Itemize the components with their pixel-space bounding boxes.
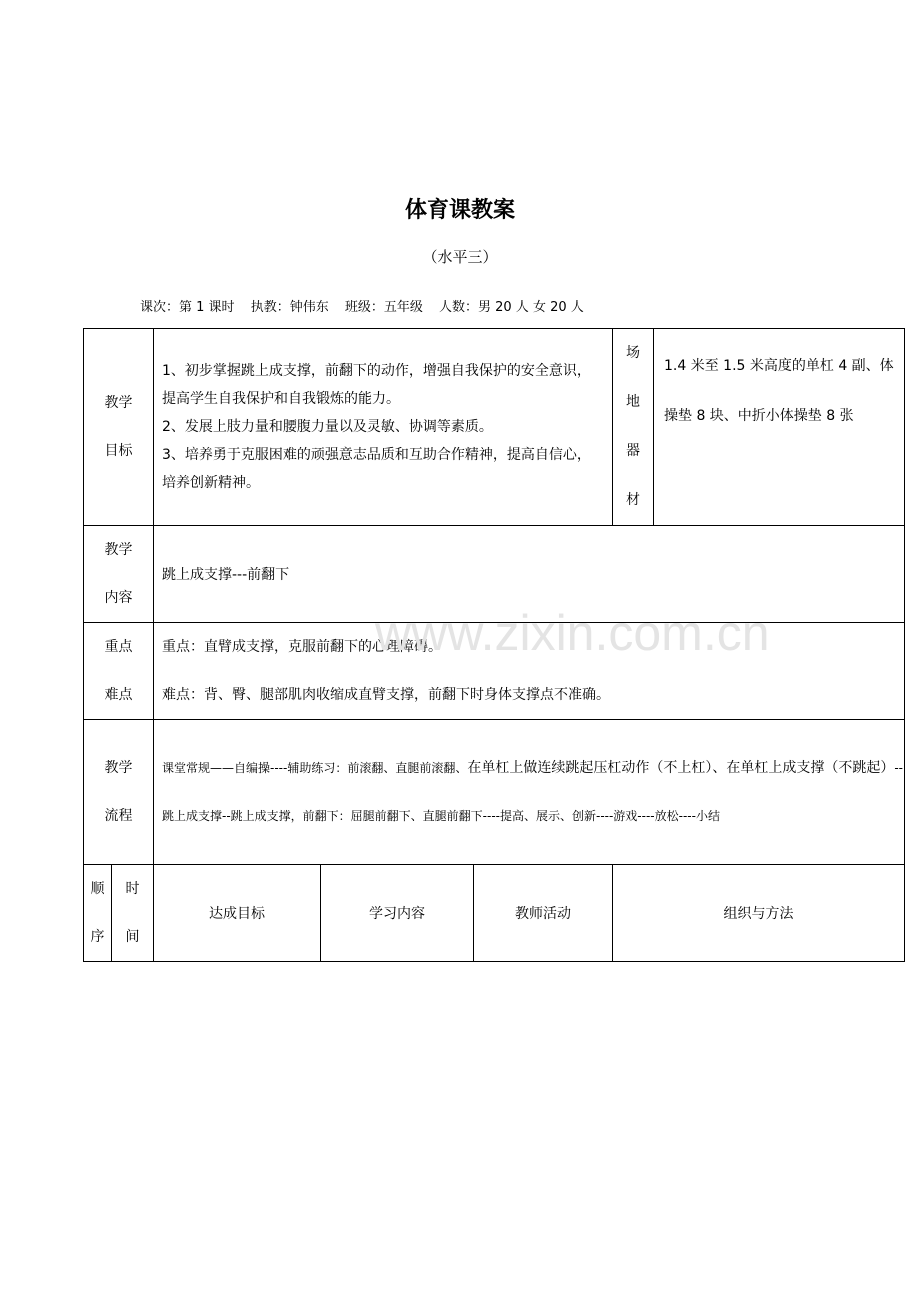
page-subtitle: （水平三） xyxy=(422,248,498,266)
flow-row xyxy=(84,720,905,865)
col-content: 学习内容 xyxy=(321,865,474,962)
goals-row xyxy=(84,329,905,526)
keypoints-row xyxy=(84,623,905,720)
teacher-name: 执教：钟伟东 xyxy=(250,300,329,315)
goals-label: 教学 目标 xyxy=(84,329,154,526)
student-count: 人数：男 20 人 女 20 人 xyxy=(439,300,584,315)
col-method: 组织与方法 xyxy=(613,865,905,962)
lesson-number: 课次：第 1 课时 xyxy=(140,300,235,315)
difficulty-point: 难点：背、臀、腿部肌肉收缩成直臂支撑，前翻下时身体支撑点不准确。 xyxy=(162,687,610,703)
flow-label: 教学 流程 xyxy=(84,720,154,865)
content-label: 教学 内容 xyxy=(84,526,154,623)
columns-header-row xyxy=(84,865,905,962)
goal-3: 3、培养勇于克服困难的顽强意志品质和互助合作精神，提高自信心，培养创新精神。 xyxy=(162,447,591,491)
keypoints-label: 重点 难点 xyxy=(84,623,154,720)
col-goal: 达成目标 xyxy=(154,865,321,962)
col-order: 顺 序 xyxy=(84,865,112,962)
col-time: 时 间 xyxy=(112,865,154,962)
venue-equipment: 1.4 米至 1.5 米高度的单杠 4 副、体操垫 8 块、中折小体操垫 8 张 xyxy=(654,329,905,526)
goal-2: 2、发展上肢力量和腰腹力量以及灵敏、协调等素质。 xyxy=(162,419,493,435)
content-row xyxy=(84,526,905,623)
lesson-info xyxy=(140,296,596,315)
class-grade: 班级：五年级 xyxy=(344,300,423,315)
content-text: 跳上成支撑---前翻下 xyxy=(154,526,905,623)
watermark: www.zixin.com.cn xyxy=(375,605,770,661)
flow-text: 课堂常规——自编操----辅助练习：前滚翻、直腿前滚翻、在单杠上做连续跳起压杠动作（不上杠）、在单杠上成支撑（不跳起）--跳上成支撑--跳上成支撑，前翻下：屈腿前翻下、直腿前翻下----提高、展示、创新----游戏----放松----小结 xyxy=(154,720,905,865)
goal-1: 1、初步掌握跳上成支撑，前翻下的动作，增强自我保护的安全意识，提高学生自我保护和自我锻炼的能力。 xyxy=(162,363,591,407)
page-title: 体育课教案 xyxy=(404,198,515,223)
col-teacher: 教师活动 xyxy=(474,865,613,962)
lesson-plan-table xyxy=(83,328,905,962)
venue-label: 场 地 器 材 xyxy=(613,329,654,526)
keypoints-text xyxy=(154,623,905,720)
key-point: 重点：直臂成支撑，克服前翻下的心理障碍。 xyxy=(162,639,442,655)
goals-text xyxy=(154,329,613,526)
